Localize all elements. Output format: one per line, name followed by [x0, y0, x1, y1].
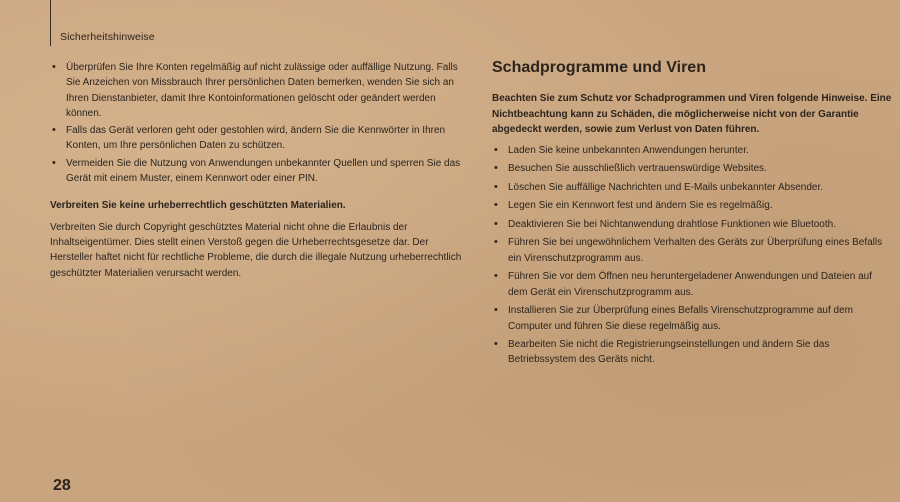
- malware-heading: Schadprogramme und Viren: [492, 59, 706, 76]
- list-item: [50, 60, 465, 121]
- right-bullet-list: [492, 143, 892, 368]
- list-item: [492, 235, 892, 266]
- bullet-icon: •: [52, 156, 56, 169]
- list-item: [492, 303, 892, 334]
- malware-intro: Beachten Sie zum Schutz vor Schadprogrammen und Viren folgende Hinweise. Eine Nichtbeachtung kann zu Schäden, die möglicherweise nicht von der Garantie abgedeckt werden, sowie zum Verlust von Daten führen.: [492, 93, 892, 135]
- list-item: [492, 217, 892, 232]
- page-number: 28: [53, 477, 71, 494]
- bullet-icon: •: [494, 143, 498, 156]
- left-bullet-list: [50, 60, 465, 186]
- bullet-text: Legen Sie ein Kennwort fest und ändern Sie es regelmäßig.: [508, 200, 773, 212]
- bullet-icon: •: [494, 162, 498, 175]
- bullet-text: Falls das Gerät verloren geht oder gestohlen wird, ändern Sie die Kennwörter in Ihren Konten, um Ihre persönlichen Daten zu schützen.: [66, 125, 446, 152]
- list-item: [492, 180, 892, 195]
- bullet-text: Besuchen Sie ausschließlich vertrauenswürdige Websites.: [508, 163, 767, 175]
- right-column: [492, 58, 892, 371]
- list-item: [492, 143, 892, 158]
- bullet-icon: •: [494, 217, 498, 230]
- bullet-text: Deaktivieren Sie bei Nichtanwendung drahtlose Funktionen wie Bluetooth.: [508, 218, 836, 230]
- bullet-icon: •: [52, 124, 56, 137]
- bullet-icon: •: [494, 199, 498, 212]
- bullet-text: Überprüfen Sie Ihre Konten regelmäßig auf nicht zulässige oder auffällige Nutzung. Falls Sie Anzeichen von Missbrauch Ihrer persönlichen Daten bemerken, wenden Sie sich an Ihren Dienstanbieter, damit Ihre Kontoinformationen gelöscht oder geändert werden können.: [66, 62, 458, 119]
- bullet-text: Führen Sie vor dem Öffnen neu heruntergeladener Anwendungen und Dateien auf dem Gerät ein Virenschutzprogramm aus.: [508, 271, 872, 298]
- list-item: [492, 269, 892, 300]
- list-item: [492, 198, 892, 213]
- copyright-paragraph: Verbreiten Sie durch Copyright geschütztes Material nicht ohne die Erlaubnis der Inhaltseigentümer. Dies stellt einen Verstoß gegen die Urheberrechtsgesetze dar. Der Hersteller haftet nicht für rechtliche Probleme, die durch die illegale Nutzung urheberrechtlich geschützter Materialien verursacht werden.: [50, 221, 462, 279]
- bullet-icon: •: [494, 180, 498, 193]
- bullet-text: Laden Sie keine unbekannten Anwendungen herunter.: [508, 144, 749, 156]
- list-item: [50, 123, 465, 154]
- bullet-text: Bearbeiten Sie nicht die Registrierungseinstellungen und ändern Sie das Betriebssystem des Geräts nicht.: [508, 339, 830, 366]
- section-title: Sicherheitshinweise: [60, 31, 155, 43]
- list-item: [492, 161, 892, 176]
- list-item: [50, 156, 465, 187]
- bullet-text: Führen Sie bei ungewöhnlichem Verhalten des Geräts zur Überprüfung eines Befalls ein Virenschutzprogramm aus.: [508, 237, 883, 264]
- bullet-icon: •: [494, 270, 498, 283]
- bullet-text: Installieren Sie zur Überprüfung eines Befalls Virenschutzprogramme auf dem Computer und führen Sie diese regelmäßig aus.: [508, 305, 853, 332]
- left-column: [50, 60, 465, 281]
- bullet-text: Löschen Sie auffällige Nachrichten und E-Mails unbekannter Absender.: [508, 181, 824, 193]
- bullet-icon: •: [494, 236, 498, 249]
- list-item: [492, 337, 892, 368]
- bullet-icon: •: [494, 304, 498, 317]
- bullet-icon: •: [52, 61, 56, 73]
- copyright-heading: Verbreiten Sie keine urheberrechtlich geschützten Materialien.: [50, 200, 346, 212]
- bullet-icon: •: [494, 338, 498, 351]
- bullet-text: Vermeiden Sie die Nutzung von Anwendungen unbekannter Quellen und sperren Sie das Gerät mit einem Muster, einem Kennwort oder einer PIN.: [66, 157, 461, 185]
- header-rule: [50, 0, 51, 46]
